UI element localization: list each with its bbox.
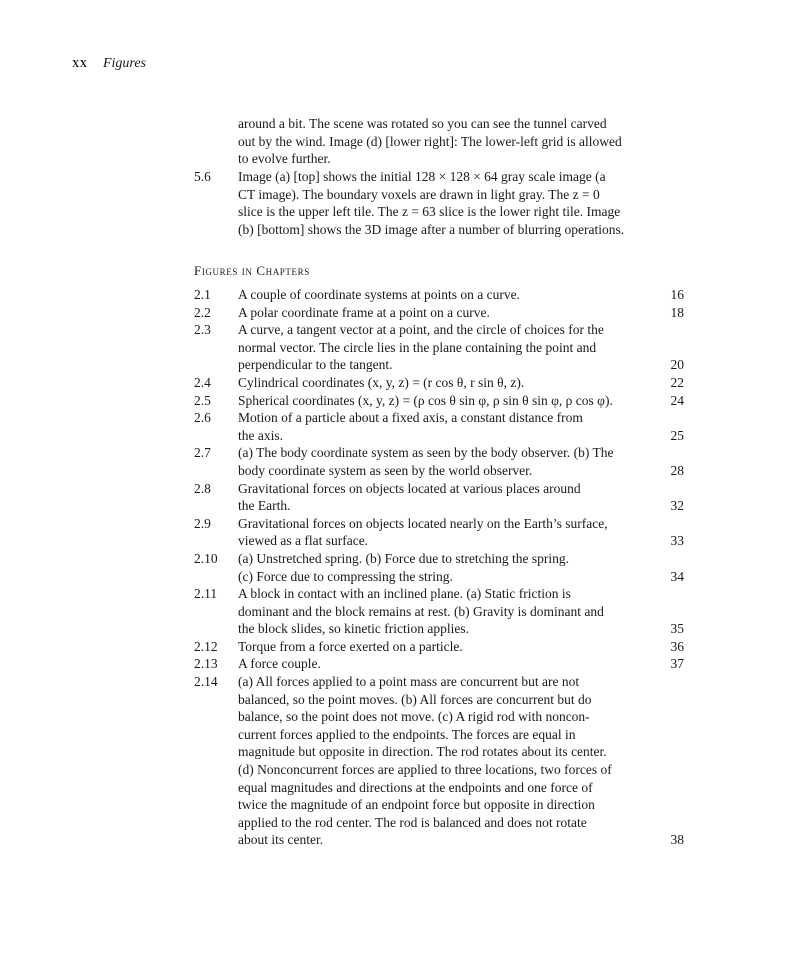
page-reference: 28 — [670, 462, 684, 478]
figure-entry — [194, 550, 684, 585]
caption-line: applied to the rod center. The rod is balanced and does not rotate — [238, 814, 587, 830]
figure-number: 2.2 — [194, 304, 211, 320]
figure-entry-5-6 — [194, 168, 684, 238]
figure-number: 5.6 — [194, 169, 211, 184]
page-reference: 24 — [670, 392, 684, 408]
page-reference: 20 — [670, 357, 684, 373]
caption-line: about its center. — [238, 832, 324, 848]
page-reference: 37 — [670, 656, 684, 672]
caption-line: current forces applied to the endpoints. The forces are equal in — [238, 726, 576, 742]
figure-entry — [194, 444, 684, 479]
page-reference: 33 — [670, 533, 684, 549]
caption-line: Gravitational forces on objects located at various places around — [238, 480, 581, 496]
page-number: xx — [72, 56, 88, 71]
figure-number: 2.13 — [194, 656, 218, 672]
figure-entry — [194, 655, 684, 673]
caption-line: normal vector. The circle lies in the plane containing the point and — [238, 339, 597, 355]
page-reference: 35 — [670, 621, 684, 637]
caption-line: A couple of coordinate systems at points on a curve. — [238, 287, 520, 302]
figure-entry — [194, 673, 684, 849]
figure-entry — [194, 304, 684, 322]
figure-number: 2.12 — [194, 638, 218, 654]
caption-line: the Earth. — [238, 498, 291, 514]
figure-entry — [194, 321, 684, 374]
caption-line: A polar coordinate frame at a point on a curve. — [238, 304, 490, 320]
section-title: Figures — [102, 56, 146, 71]
figure-entry — [194, 286, 684, 304]
continued-caption — [238, 115, 668, 168]
caption-line: twice the magnitude of an endpoint force but opposite in direction — [238, 797, 595, 813]
caption-line: slice is the upper left tile. The z = 63 slice is the lower right tile. Image — [238, 204, 621, 220]
figure-entry — [194, 638, 684, 656]
figure-number: 2.8 — [194, 480, 211, 496]
caption-line: balance, so the point does not move. (c) A rigid rod with noncon- — [238, 709, 590, 725]
caption-line: A curve, a tangent vector at a point, and the circle of choices for the — [238, 322, 604, 338]
caption-line: perpendicular to the tangent. — [238, 357, 393, 373]
caption-line: equal magnitudes and directions at the endpoints and one force of — [238, 779, 593, 795]
figure-number: 2.11 — [194, 586, 218, 602]
figure-number: 2.1 — [194, 287, 211, 302]
page-reference: 18 — [670, 304, 684, 320]
figure-entry — [194, 392, 684, 410]
figure-number: 2.3 — [194, 322, 211, 338]
caption-line: (a) The body coordinate system as seen by the body observer. (b) The — [238, 445, 614, 461]
figure-number: 2.7 — [194, 445, 211, 461]
caption-line: (c) Force due to compressing the string. — [238, 568, 453, 584]
figure-number: 2.4 — [194, 374, 211, 390]
caption-line: dominant and the block remains at rest. (b) Gravity is dominant and — [238, 603, 604, 619]
caption-line: around a bit. The scene was rotated so you can see the tunnel carved — [238, 116, 607, 131]
page-reference: 25 — [670, 427, 684, 443]
figure-entry — [194, 585, 684, 638]
caption-line: Gravitational forces on objects located nearly on the Earth’s surface, — [238, 515, 608, 531]
caption-line: Image (a) [top] shows the initial 128 × 128 × 64 gray scale image (a — [238, 169, 606, 184]
caption-line: balanced, so the point moves. (b) All forces are concurrent but do — [238, 691, 592, 707]
caption-line: A force couple. — [238, 656, 321, 672]
page-reference: 32 — [670, 498, 684, 514]
running-head — [72, 56, 146, 72]
caption-line: magnitude but opposite in direction. The rod rotates about its center. — [238, 744, 607, 760]
caption-line: Cylindrical coordinates (x, y, z) = (r cos θ, r sin θ, z). — [238, 374, 525, 390]
caption-line: to evolve further. — [238, 151, 331, 167]
section-heading: Figures in Chapters — [194, 263, 310, 278]
figure-entry — [194, 515, 684, 550]
caption-line: (a) Unstretched spring. (b) Force due to stretching the spring. — [238, 550, 570, 566]
figure-number: 2.6 — [194, 410, 211, 426]
page-reference: 34 — [670, 568, 684, 584]
caption-line: the axis. — [238, 427, 283, 443]
caption-line: Torque from a force exerted on a particle. — [238, 638, 463, 654]
page-reference: 36 — [670, 638, 684, 654]
caption-line: CT image). The boundary voxels are drawn in light gray. The z = 0 — [238, 186, 600, 202]
figure-number: 2.5 — [194, 392, 211, 408]
page-reference: 16 — [670, 287, 684, 302]
figure-number: 2.14 — [194, 674, 218, 690]
caption-line: body coordinate system as seen by the world observer. — [238, 462, 533, 478]
caption-line: the block slides, so kinetic friction applies. — [238, 621, 469, 637]
caption-line: A block in contact with an inclined plane. (a) Static friction is — [238, 586, 571, 602]
caption-line: (b) [bottom] shows the 3D image after a number of blurring operations. — [238, 221, 625, 237]
caption-line: (d) Nonconcurrent forces are applied to three locations, two forces of — [238, 762, 612, 778]
figure-number: 2.10 — [194, 550, 218, 566]
caption-line: Motion of a particle about a fixed axis, a constant distance from — [238, 410, 583, 426]
page-reference: 38 — [670, 832, 684, 848]
caption-line: Spherical coordinates (x, y, z) = (ρ cos θ sin φ, ρ sin θ sin φ, ρ cos φ). — [238, 392, 613, 408]
figure-number: 2.9 — [194, 515, 211, 531]
figure-entry — [194, 480, 684, 515]
figure-entry — [194, 374, 684, 392]
caption-line: out by the wind. Image (d) [lower right]: The lower-left grid is allowed — [238, 133, 622, 149]
figure-entry — [194, 409, 684, 444]
caption-line: viewed as a flat surface. — [238, 533, 369, 549]
figures-list — [194, 286, 684, 849]
page-reference: 22 — [670, 374, 684, 390]
caption-line: (a) All forces applied to a point mass are concurrent but are not — [238, 674, 580, 690]
